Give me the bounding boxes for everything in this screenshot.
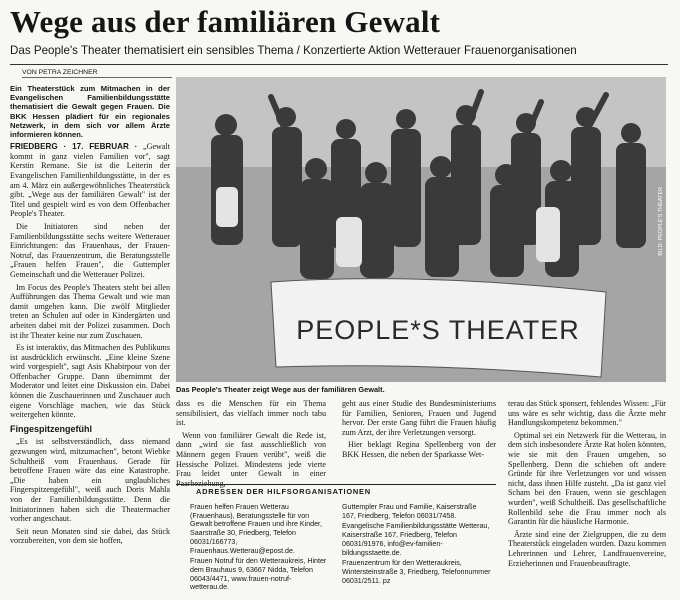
article-paragraph: dass es die Menschen für ein Thema sensibilisiert, das vielfach immer noch tabu ist. xyxy=(176,399,326,428)
article-paragraph: Die Initiatoren sind neben der Familienbildungsstätte sechs weitere Wetterauer Einrichtungen: das Frauenhaus, der Frauen-Notruf, das Frauenzentrum, die Beratungsstelle „Frauen helfen Frauen", die Guttempler Gemeinschaft und die Wetterauer Polizei. xyxy=(10,221,170,279)
photo-caption: Das People's Theater zeigt Wege aus der familiären Gewalt. xyxy=(176,385,385,394)
article-paragraph: Seit neun Monaten sind sie dabei, das Stück vorzubereiten, von dem sie hoffen, xyxy=(10,526,170,546)
column-1 xyxy=(10,84,170,549)
article-paragraph: „Es ist selbstverständlich, dass niemand gezwungen wird, mitzumachen", betont Wiebke Schultheiß vom Frauenhaus. Gerade für betroffene Frauen wäre das eine Katastrophe. „Die haben ein unglaubliches Fingerspitzengefühl", weiß auch Doris Mahla von der Familienbildungsstätte. Denn die Initiatorinnen haben sich die Theatermacher vorher angeschaut. xyxy=(10,437,170,524)
subheadline: Das People's Theater thematisiert ein sensibles Thema / Konzertierte Aktion Wetterauer Frauenorganisationen xyxy=(10,44,577,57)
column-4 xyxy=(508,399,666,571)
article-paragraph: geht aus einer Studie des Bundesministeriums für Familien, Senioren, Frauen und Jugend hervor. Der erste Gang führt die Frauen häufig zum Arzt, der ihre Verletzungen versorgt. xyxy=(342,399,496,437)
theater-group-photo xyxy=(176,77,666,382)
byline: VON PETRA ZEICHNER xyxy=(22,69,172,78)
section-heading: Fingespitzengefühl xyxy=(10,423,92,434)
article-paragraph: Es ist interaktiv, das Mitmachen des Publikums ist ausdrücklich erwünscht. „Eine kleine Szene wird vorgespielt", sagt Asis Khabirpour von der Offenbacher Gruppe. Dann übernimmt der Moderator und leitet eine Diskussion ein. Dabei können die Zuschauerinnen und Zuschauer auch eigene Vorschläge machen, wie das Stück weitergehen könnte. xyxy=(10,343,170,420)
address-entry: Guttempler Frau und Familie, Kaiserstraße 167, Friedberg, Telefon 06031/7458. xyxy=(342,503,477,520)
address-box xyxy=(176,484,496,595)
address-entry: Frauen Notruf für den Wetteraukreis, Hinter dem Brauhaus 9, 63667 Nidda, Telefon 06043/4471, www.frauen-notruf-wetterau.de. xyxy=(190,557,327,592)
intro-paragraph: Ein Theaterstück zum Mitmachen in der Evangelischen Familienbildungsstätte thematisiert die Gewalt gegen Frauen. Die BKK Hessen plädiert für ein regionales Netzwerk, in dem sich vor allem Ärzte informieren können. xyxy=(10,84,170,140)
address-column-left xyxy=(190,503,330,594)
address-column-right xyxy=(342,503,492,587)
address-box-title: ADRESSEN DER HILFSORGANISATIONEN xyxy=(196,487,371,496)
article-paragraph: Hier beklagt Regina Spellenberg von der BKK Hessen, die neben der Sparkasse Wet- xyxy=(342,440,496,459)
headline: Wege aus der familiären Gewalt xyxy=(10,4,441,39)
address-entry: Evangelische Familienbildungsstätte Wetterau, Kaiserstraße 167, Friedberg, Telefon 06031/91976, info@ev-familien-bildungsstaette.de. xyxy=(342,522,490,557)
article-paragraph: Optimal sei ein Netzwerk für die Wetterau, in dem sich insbesondere Ärzte Rat holen könnten, wie sie mit den Frauen umgehen, so Spellenberg. Denn die schieben oft andere Gründe für ihre Verletzungen vor und wissen nicht, dass ihnen Hilfe zusteht. „Da ist ganz viel Scham bei den Frauen, wenn sie geschlagen wurden", weiß Schultheiß. Das gesellschaftliche Rollenbild sehe die Frau immer noch als Garantin für die häusliche Harmonie. xyxy=(508,430,666,527)
header-rule xyxy=(10,64,668,65)
address-entry: Frauenzentrum für den Wetteraukreis, Wintersteinstraße 3, Friedberg, Telefonnummer 06031/2511. pz xyxy=(342,559,491,585)
article-text: „Gewalt kommt in ganz vielen Familien vor", sagt Kerstin Remane. Sie ist die Leiterin der Evangelischen Familienbildungsstätte, in der es am 4. März ein außergewöhnliches Theaterstück gibt. „Wege aus der familiären Gewalt" ist der Titel und gespielt wird es von dem Offenbacher People's Theater. xyxy=(10,142,170,219)
photo-credit: BILD: PEOPLE'S THEATER xyxy=(658,187,664,256)
article-paragraph: Im Focus des People's Theaters steht bei allen Aufführungen das Thema Gewalt und wie man damit umgehen kann. Die zwölf Mitglieder treten an Schulen auf oder in Kindergärten und arbeiten dabei mit der Polizei zusammen. Doch ist ihr Theater keine nur zum Zuschauen. xyxy=(10,282,170,340)
photo-illustration xyxy=(176,77,666,382)
article-paragraph: terau das Stück sponsert, fehlendes Wissen: „Für uns wäre es sehr wichtig, dass die Ärzte mehr Handlungskompetenz bekommen." xyxy=(508,399,666,428)
column-2 xyxy=(176,399,326,491)
dateline: FRIEDBERG · 17. FEBRUAR · xyxy=(10,142,138,152)
address-entry: Frauen helfen Frauen Wetterau (Frauenhaus), Beratungsstelle für von Gewalt betroffene Frauen und ihre Kinder, Saarstraße 30, Friedberg, Telefon 06031/166773, Frauenhaus.Wetterau@epost.de. xyxy=(190,503,322,555)
article-paragraph xyxy=(10,142,170,219)
column-3 xyxy=(342,399,496,463)
article-paragraph: Ärzte sind eine der Zielgruppen, die zu dem Theaterstück eingeladen wurden. Dazu kommen Lehrerinnen und Lehrer, Landfrauenvereine, Erzieherinnen und Frauenbeauftragte. xyxy=(508,529,666,568)
banner-text: PEOPLE*S THEATER xyxy=(296,315,580,345)
article-paragraph: Wenn von familiärer Gewalt die Rede ist, dann „wird sie fast ausschließlich von Männern gegen Frauen verübt", weiß die Hessische Polizei. Mindestens jede vierte Frau leidet unter Gewalt in einer Paarbeziehung, xyxy=(176,430,326,488)
